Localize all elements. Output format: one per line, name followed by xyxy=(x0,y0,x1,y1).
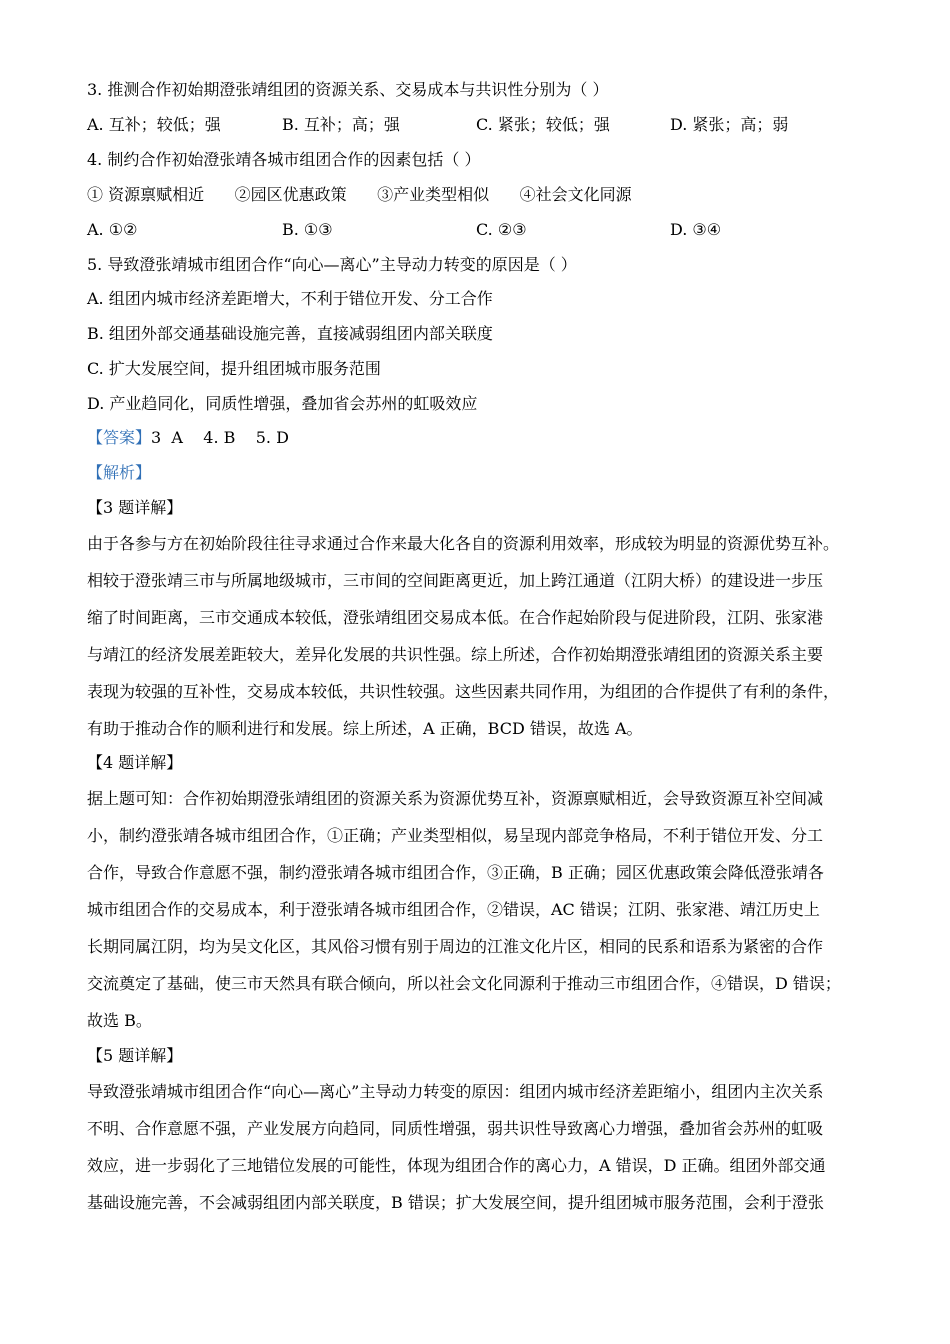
detail-4-heading: 【4 题详解】 xyxy=(87,753,183,772)
detail-4-line: 据上题可知：合作初始期澄张靖组团的资源关系为资源优势互补，资源禀赋相近，会导致资源互补空间减 xyxy=(87,789,824,808)
detail-5-paragraph xyxy=(87,1073,872,1221)
q5-option-b: B. 组团外部交通基础设施完善，直接减弱组团内部关联度 xyxy=(87,324,493,343)
q4-option-a: A. ①② xyxy=(87,220,138,239)
detail-4-line: 故选 B。 xyxy=(87,1011,152,1030)
detail-5-line: 效应，进一步弱化了三地错位发展的可能性，体现为组团合作的离心力，A 错误，D 正确。组团外部交通 xyxy=(87,1156,826,1175)
q3-option-a: A. 互补；较低；强 xyxy=(87,115,221,134)
q3-option-b: B. 互补；高；强 xyxy=(282,115,400,134)
q5-option-a: A. 组团内城市经济差距增大，不利于错位开发、分工合作 xyxy=(87,289,493,308)
analysis-label: 【解析】 xyxy=(87,463,152,482)
question-3-stem: 3. 推测合作初始期澄张靖组团的资源关系、交易成本与共识性分别为（ ） xyxy=(87,80,609,99)
detail-4-line: 交流奠定了基础，使三市天然具有联合倾向，所以社会文化同源利于推动三市组团合作，④错误，D 错误； xyxy=(87,974,841,993)
detail-4-paragraph xyxy=(87,780,872,1039)
detail-5-line: 基础设施完善，不会减弱组团内部关联度，B 错误；扩大发展空间，提升组团城市服务范围，会利于澄张 xyxy=(87,1193,824,1212)
question-4-stem: 4. 制约合作初始澄张靖各城市组团合作的因素包括（ ） xyxy=(87,150,481,169)
detail-4-line: 城市组团合作的交易成本，利于澄张靖各城市组团合作，②错误，AC 错误；江阴、张家港、靖江历史上 xyxy=(87,900,820,919)
detail-3-line: 有助于推动合作的顺利进行和发展。综上所述，A 正确，BCD 错误，故选 A。 xyxy=(87,719,643,738)
detail-5-line: 导致澄张靖城市组团合作“向心—离心”主导动力转变的原因：组团内城市经济差距缩小，组团内主次关系 xyxy=(87,1082,824,1101)
question-4-options xyxy=(87,220,872,240)
question-4-factors: ① 资源禀赋相近 ②园区优惠政策 ③产业类型相似 ④社会文化同源 xyxy=(87,185,632,204)
detail-3-line: 缩了时间距离，三市交通成本较低，澄张靖组团交易成本低。在合作起始阶段与促进阶段，江阴、张家港 xyxy=(87,608,824,627)
q4-option-c: C. ②③ xyxy=(476,220,527,239)
answer-line xyxy=(87,428,289,448)
detail-3-line: 相较于澄张靖三市与所属地级城市，三市间的空间距离更近，加上跨江通道（江阴大桥）的建设进一步压 xyxy=(87,571,824,590)
detail-3-line: 由于各参与方在初始阶段往往寻求通过合作来最大化各自的资源利用效率，形成较为明显的资源优势互补。 xyxy=(87,534,840,553)
detail-4-line: 长期同属江阴，均为吴文化区，其风俗习惯有别于周边的江淮文化片区，相同的民系和语系为紧密的合作 xyxy=(87,937,824,956)
q4-option-b: B. ①③ xyxy=(282,220,333,239)
q5-option-d: D. 产业趋同化，同质性增强，叠加省会苏州的虹吸效应 xyxy=(87,394,478,413)
q5-option-c: C. 扩大发展空间，提升组团城市服务范围 xyxy=(87,359,381,378)
detail-3-line: 表现为较强的互补性，交易成本较低，共识性较强。这些因素共同作用，为组团的合作提供了有利的条件， xyxy=(87,682,840,701)
detail-3-line: 与靖江的经济发展差距较大，差异化发展的共识性强。综上所述，合作初始期澄张靖组团的资源关系主要 xyxy=(87,645,824,664)
detail-5-line: 不明、合作意愿不强，产业发展方向趋同，同质性增强，弱共识性导致离心力增强，叠加省会苏州的虹吸 xyxy=(87,1119,824,1138)
answer-label: 【答案】 xyxy=(87,428,152,447)
answer-text: 3 A 4. B 5. D xyxy=(151,428,289,447)
detail-4-line: 小，制约澄张靖各城市组团合作，①正确；产业类型相似，易呈现内部竞争格局，不利于错位开发、分工 xyxy=(87,826,824,845)
detail-4-line: 合作，导致合作意愿不强，制约澄张靖各城市组团合作，③正确，B 正确；园区优惠政策会降低澄张靖各 xyxy=(87,863,824,882)
question-5-stem: 5. 导致澄张靖城市组团合作“向心—离心”主导动力转变的原因是（ ） xyxy=(87,255,577,274)
detail-3-paragraph xyxy=(87,525,872,747)
q3-option-d: D. 紧张；高；弱 xyxy=(670,115,789,134)
q3-option-c: C. 紧张；较低；强 xyxy=(476,115,610,134)
question-3-options xyxy=(87,115,872,135)
detail-3-heading: 【3 题详解】 xyxy=(87,498,183,517)
detail-5-heading: 【5 题详解】 xyxy=(87,1046,183,1065)
q4-option-d: D. ③④ xyxy=(670,220,722,239)
